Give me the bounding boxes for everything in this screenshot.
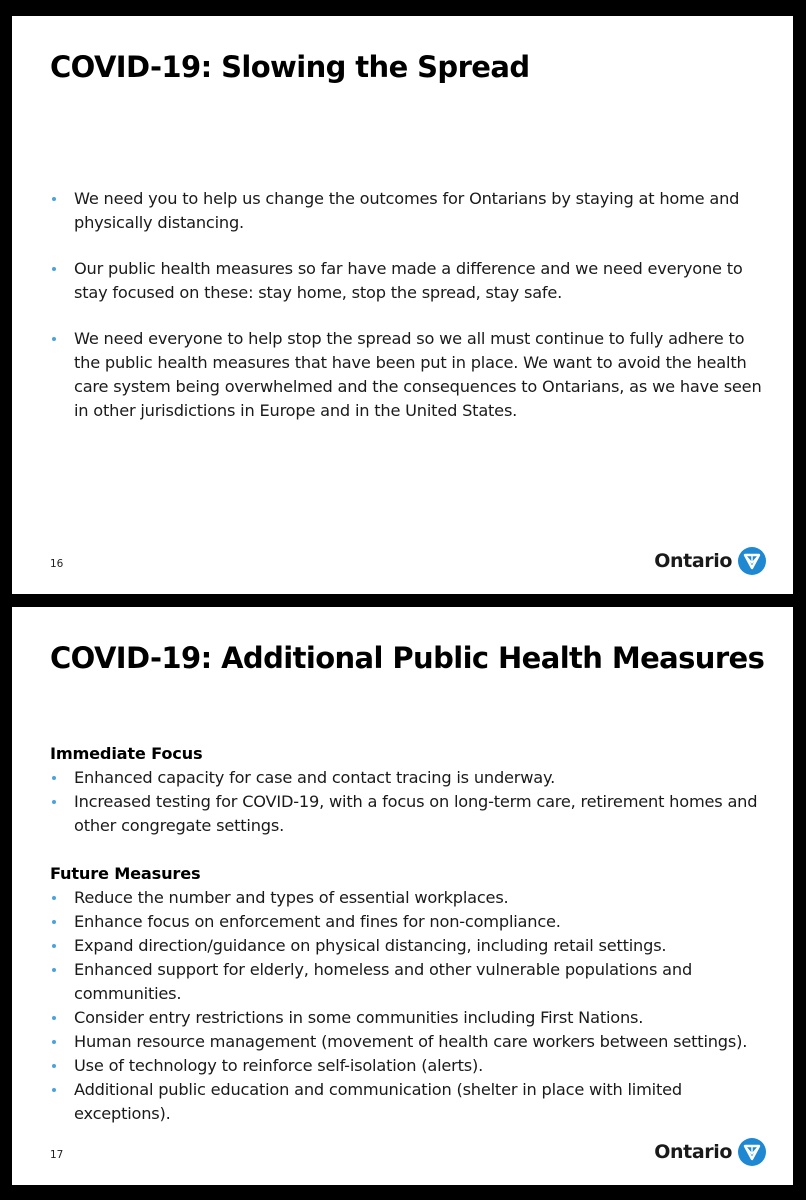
- page-number: 16: [50, 558, 64, 570]
- bullet-list: [50, 886, 763, 1126]
- bullet-item: Additional public education and communication (shelter in place with limited exceptions).: [50, 1078, 763, 1126]
- bullet-item: Reduce the number and types of essential workplaces.: [50, 886, 763, 910]
- slide-title: COVID-19: Slowing the Spread: [50, 50, 530, 84]
- bullet-item: Enhanced support for elderly, homeless and other vulnerable populations and communities.: [50, 958, 763, 1006]
- bullet-item: Our public health measures so far have made a difference and we need everyone to stay focused on these: stay home, stop the spread, stay safe.: [50, 257, 763, 305]
- bullet-item: We need everyone to help stop the spread so we all must continue to fully adhere to the public health measures that have been put in place. We want to avoid the health care system being overwhelmed and the consequences to Ontarians, as we have seen in other jurisdictions in Europe and in the United States.: [50, 327, 763, 423]
- bullet-item: Human resource management (movement of health care workers between settings).: [50, 1030, 763, 1054]
- bullet-item: Consider entry restrictions in some communities including First Nations.: [50, 1006, 763, 1030]
- bullet-item: Enhance focus on enforcement and fines for non-compliance.: [50, 910, 763, 934]
- logo-text: Ontario: [654, 550, 732, 572]
- slide-body: [50, 187, 763, 445]
- bullet-list: [50, 187, 763, 423]
- page-number: 17: [50, 1149, 64, 1161]
- ontario-trillium-icon: [737, 1137, 767, 1167]
- bullet-item: Increased testing for COVID-19, with a focus on long-term care, retirement homes and other congregate settings.: [50, 790, 763, 838]
- section-spacer: [50, 838, 763, 862]
- bullet-item: We need you to help us change the outcomes for Ontarians by staying at home and physically distancing.: [50, 187, 763, 235]
- ontario-logo: [654, 1137, 767, 1167]
- bullet-item: Expand direction/guidance on physical distancing, including retail settings.: [50, 934, 763, 958]
- bullet-item: Enhanced capacity for case and contact tracing is underway.: [50, 766, 763, 790]
- section-heading-future-measures: Future Measures: [50, 864, 201, 883]
- bullet-list: [50, 766, 763, 838]
- slide-16: [12, 16, 793, 594]
- bullet-item: Use of technology to reinforce self-isolation (alerts).: [50, 1054, 763, 1078]
- slide-body: [50, 742, 763, 1126]
- slide-17: [12, 607, 793, 1185]
- ontario-logo: [654, 546, 767, 576]
- section-heading-immediate-focus: Immediate Focus: [50, 744, 203, 763]
- ontario-trillium-icon: [737, 546, 767, 576]
- logo-text: Ontario: [654, 1141, 732, 1163]
- slide-title: COVID-19: Additional Public Health Measures: [50, 641, 765, 675]
